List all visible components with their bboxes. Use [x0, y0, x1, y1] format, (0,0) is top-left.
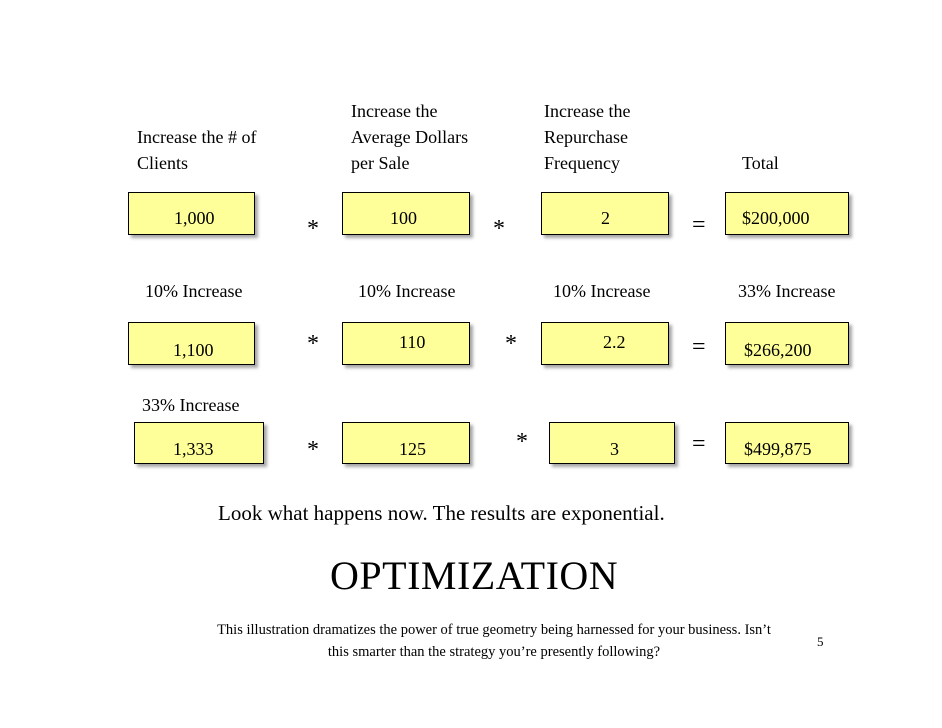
value-box-average-dollars — [342, 192, 470, 235]
page-number: 5 — [817, 634, 824, 649]
value-box-frequency — [549, 422, 675, 464]
increase-label-clients: 33% Increase — [142, 395, 240, 415]
increase-label-frequency: 10% Increase — [553, 281, 651, 301]
value-frequency: 2 — [601, 208, 610, 228]
value-box-frequency — [541, 192, 669, 235]
value-box-clients — [128, 192, 255, 235]
footnote: This illustration dramatizes the power of true geometry being harnessed for your business. Isn’t this smarter than the strategy you’re presently following? — [217, 622, 771, 660]
multiply-operator: * — [505, 331, 517, 357]
equals-operator: = — [692, 431, 706, 457]
equals-operator: = — [692, 334, 706, 360]
value-box-total — [725, 192, 849, 235]
value-clients: 1,100 — [173, 340, 214, 360]
increase-label-total: 33% Increase — [738, 281, 836, 301]
header-total: Total — [742, 153, 779, 173]
value-box-clients — [128, 322, 255, 365]
multiply-operator: * — [516, 429, 528, 455]
value-box-total — [725, 422, 849, 464]
header-clients: Increase the # of Clients — [137, 127, 257, 173]
value-total: $200,000 — [742, 208, 810, 228]
multiply-operator: * — [493, 216, 505, 242]
value-box-total — [725, 322, 849, 365]
value-frequency: 3 — [610, 439, 619, 459]
value-clients: 1,333 — [173, 439, 214, 459]
page-title: OPTIMIZATION — [330, 553, 619, 598]
result-message: Look what happens now. The results are exponential. — [218, 501, 665, 525]
value-average-dollars: 125 — [399, 439, 426, 459]
value-clients: 1,000 — [174, 208, 215, 228]
multiply-operator: * — [307, 216, 319, 242]
value-box-clients — [134, 422, 264, 464]
value-box-frequency — [541, 322, 669, 365]
increase-label-clients: 10% Increase — [145, 281, 243, 301]
multiply-operator: * — [307, 437, 319, 463]
value-frequency: 2.2 — [603, 332, 626, 352]
multiply-operator: * — [307, 331, 319, 357]
header-average-dollars: Increase the Average Dollars per Sale — [351, 101, 469, 173]
value-box-average-dollars — [342, 322, 470, 365]
value-total: $499,875 — [744, 439, 812, 459]
equals-operator: = — [692, 212, 706, 238]
value-total: $266,200 — [744, 340, 812, 360]
value-average-dollars: 100 — [390, 208, 417, 228]
value-box-average-dollars — [342, 422, 470, 464]
value-average-dollars: 110 — [399, 332, 426, 352]
header-repurchase-frequency: Increase the Repurchase Frequency — [544, 101, 631, 173]
increase-label-average-dollars: 10% Increase — [358, 281, 456, 301]
